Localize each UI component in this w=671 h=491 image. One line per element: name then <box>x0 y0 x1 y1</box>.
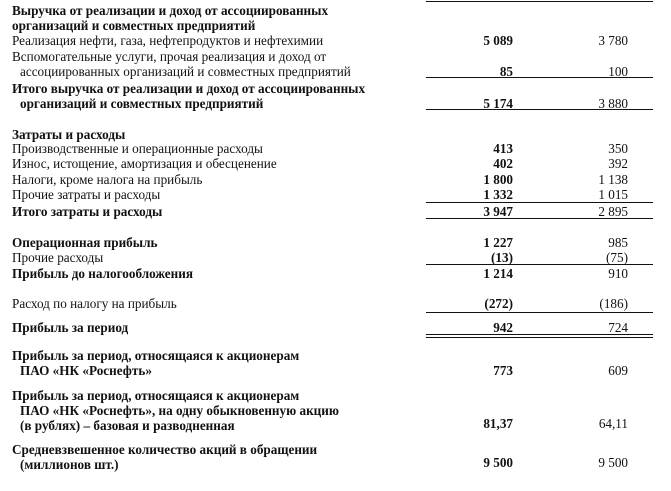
total-costs-label: Итого затраты и расходы <box>12 204 163 219</box>
revenue-header-line2: организаций и совместных предприятий <box>12 18 256 33</box>
total-costs-current: 3 947 <box>483 204 513 219</box>
other-costs-label: Прочие затраты и расходы <box>12 187 161 202</box>
production-current: 413 <box>493 141 513 156</box>
eps-label-line2: ПАО «НК «Роснефть», на одну обыкновенную акцию <box>20 403 339 418</box>
shares-current: 9 500 <box>483 455 513 470</box>
rule <box>426 109 653 110</box>
aux-current: 85 <box>499 64 513 79</box>
rule <box>426 264 653 265</box>
dda-label: Износ, истощение, амортизация и обесценение <box>12 156 277 171</box>
rule <box>426 312 653 313</box>
other-expenses-current: (13) <box>491 250 513 265</box>
total-revenue-label-line1: Итого выручка от реализации и доход от ассоциированных <box>12 81 366 96</box>
total-revenue-previous: 3 880 <box>598 96 628 111</box>
eps-label-line1: Прибыль за период, относящаяся к акционерам <box>12 388 300 403</box>
other-costs-current: 1 332 <box>483 187 513 202</box>
pretax-profit-previous: 910 <box>608 266 628 281</box>
taxes-label: Налоги, кроме налога на прибыль <box>12 172 203 187</box>
operating-profit-current: 1 227 <box>483 235 513 250</box>
net-profit-current: 942 <box>493 320 513 335</box>
total-costs-previous: 2 895 <box>598 204 628 219</box>
pretax-profit-current: 1 214 <box>483 266 513 281</box>
operating-profit-previous: 985 <box>608 235 628 250</box>
eps-current: 81,37 <box>483 416 513 431</box>
attributable-label-line2: ПАО «НК «Роснефть» <box>20 363 152 378</box>
attributable-current: 773 <box>493 363 513 378</box>
shares-label-line2: (миллионов шт.) <box>20 457 119 472</box>
dda-previous: 392 <box>608 156 628 171</box>
rule <box>426 202 653 203</box>
taxes-current: 1 800 <box>483 172 513 187</box>
rule <box>426 77 653 78</box>
dda-current: 402 <box>493 156 513 171</box>
aux-previous: 100 <box>608 64 628 79</box>
attributable-label-line1: Прибыль за период, относящаяся к акционерам <box>12 348 300 363</box>
other-costs-previous: 1 015 <box>598 187 628 202</box>
rule <box>426 218 653 219</box>
attributable-previous: 609 <box>608 363 628 378</box>
sales-label: Реализация нефти, газа, нефтепродуктов и нефтехимии <box>12 33 324 48</box>
aux-label-line2: ассоциированных организаций и совместных предприятий <box>20 64 351 79</box>
pretax-profit-label: Прибыль до налогообложения <box>12 266 193 281</box>
revenue-header-line1: Выручка от реализации и доход от ассоциированных <box>12 3 329 18</box>
other-expenses-previous: (75) <box>606 250 628 265</box>
operating-profit-label: Операционная прибыль <box>12 235 158 250</box>
other-expenses-label: Прочие расходы <box>12 250 104 265</box>
net-profit-previous: 724 <box>608 320 628 335</box>
eps-label-line3: (в рублях) – базовая и разводненная <box>20 418 235 433</box>
eps-previous: 64,11 <box>598 416 628 431</box>
production-label: Производственные и операционные расходы <box>12 141 263 156</box>
production-previous: 350 <box>608 141 628 156</box>
sales-previous: 3 780 <box>598 33 628 48</box>
total-revenue-label-line2: организаций и совместных предприятий <box>20 96 264 111</box>
taxes-previous: 1 138 <box>598 172 628 187</box>
income-tax-previous: (186) <box>599 296 628 311</box>
income-tax-current: (272) <box>484 296 513 311</box>
total-revenue-current: 5 174 <box>483 96 513 111</box>
income-tax-label: Расход по налогу на прибыль <box>12 296 177 311</box>
double-rule <box>426 334 653 338</box>
aux-label-line1: Вспомогательные услуги, прочая реализация и доход от <box>12 49 327 64</box>
shares-previous: 9 500 <box>598 455 628 470</box>
net-profit-label: Прибыль за период <box>12 320 129 335</box>
shares-label-line1: Средневзвешенное количество акций в обращении <box>12 442 318 457</box>
header-rule <box>426 1 653 2</box>
costs-header: Затраты и расходы <box>12 127 126 142</box>
sales-current: 5 089 <box>483 33 513 48</box>
